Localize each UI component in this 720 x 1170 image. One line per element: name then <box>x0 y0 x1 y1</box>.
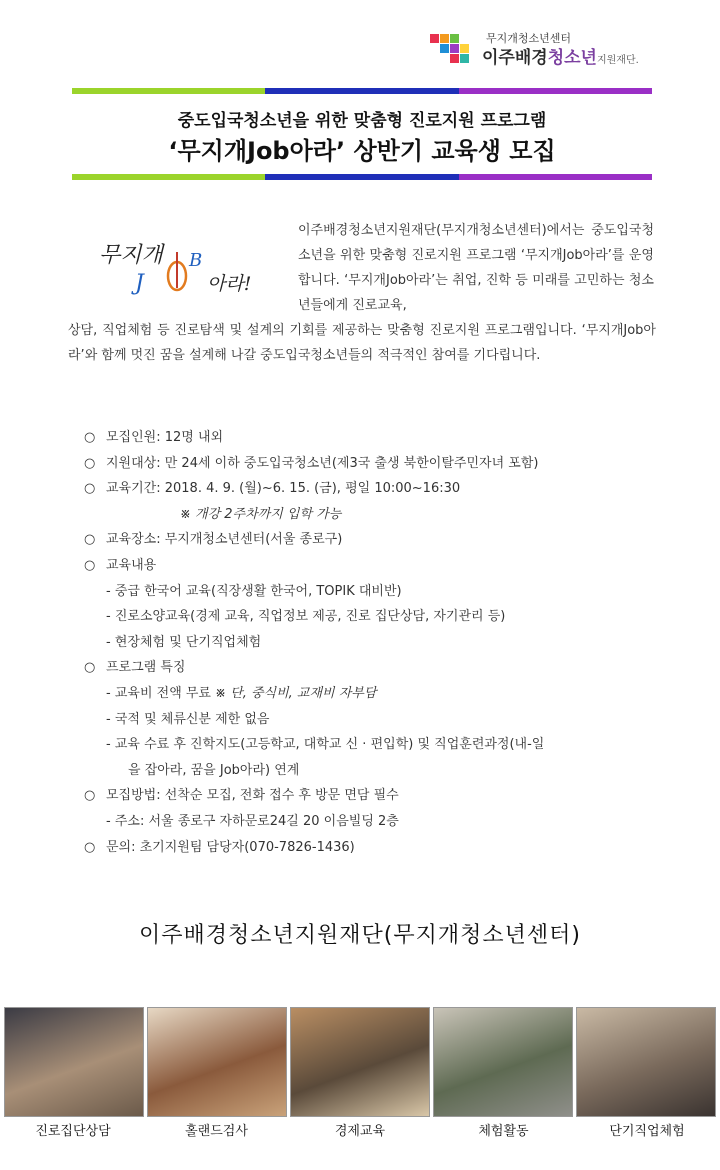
title-top-bar <box>72 88 652 94</box>
detail-contact: ○ 문의: 초기지원팀 담당자(070-7826-1436) <box>84 835 684 861</box>
recruitment-details <box>84 425 684 860</box>
content-item: - 현장체험 및 단기직업체험 <box>106 634 262 650</box>
mosaic-tile <box>450 44 459 53</box>
mosaic-tile <box>450 54 459 63</box>
logo-title-highlight: 청소년 <box>547 48 597 68</box>
bullet-icon: ○ <box>84 532 96 548</box>
activity-photo <box>290 1007 430 1117</box>
content-item: - 진로소양교육(경제 교육, 직업정보 제공, 진로 집단상담, 자기관리 등) <box>106 609 506 625</box>
content-item: - 중급 한국어 교육(직장생활 한국어, TOPIK 대비반) <box>106 583 402 599</box>
detail-content-title: ○ 교육내용 <box>84 553 684 579</box>
photo-caption: 단기직업체험 <box>609 1124 685 1139</box>
job-logo-text-1: 무지개 <box>99 243 163 268</box>
job-ara-logo <box>97 232 275 302</box>
mosaic-logo-icon <box>430 34 474 64</box>
mosaic-tile <box>440 44 449 53</box>
activity-photo <box>576 1007 716 1117</box>
activity-photo <box>4 1007 144 1117</box>
detail-method: ○ 모집방법: 선착순 모집, 전화 접수 후 방문 면담 필수 <box>84 783 684 809</box>
feature-note: ※ 단, 중식비, 교재비 자부담 <box>215 685 377 701</box>
feature-item-continued: 을 잡아라, 꿈을 Job아라) 연계 <box>128 762 300 778</box>
logo-title <box>482 43 639 68</box>
photo-captions <box>4 1120 716 1139</box>
mosaic-tile <box>450 34 459 43</box>
logo-title-suffix: 지원재단. <box>596 55 639 66</box>
detail-period-note: ※ 개강 2주차까지 입학 가능 <box>180 506 342 522</box>
bullet-icon: ○ <box>84 455 96 471</box>
photo-caption: 홀랜드검사 <box>185 1124 248 1139</box>
detail-period: ○ 교육기간: 2018. 4. 9. (월)~6. 15. (금), 평일 10:00~16:30 <box>84 476 684 502</box>
bullet-icon: ○ <box>84 839 96 855</box>
bullet-icon: ○ <box>84 660 96 676</box>
logo-title-part: 이주배경 <box>482 48 548 68</box>
detail-address: - 주소: 서울 종로구 자하문로24길 20 이음빌딩 2층 <box>106 813 399 829</box>
activity-photo <box>433 1007 573 1117</box>
feature-item: - 교육비 전액 무료 ※ 단, 중식비, 교재비 자부담 <box>106 685 377 701</box>
detail-place: ○ 교육장소: 무지개청소년센터(서울 종로구) <box>84 527 684 553</box>
activity-photo <box>147 1007 287 1117</box>
bullet-icon: ○ <box>84 481 96 497</box>
intro-paragraph-top: 이주배경청소년지원재단(무지개청소년센터)에서는 중도입국청소년을 위한 맞춤형 진로지원 프로그램 ‘무지개Job아라’를 운영합니다. ‘무지개Job아라’는 취업, 진학 등 미래를 고민하는 청소년들에게 진로교육, <box>298 223 654 313</box>
bullet-icon: ○ <box>84 788 96 804</box>
mosaic-tile <box>440 34 449 43</box>
detail-feature-title: ○ 프로그램 특징 <box>84 655 684 681</box>
job-logo-text-2: J <box>135 271 144 296</box>
title-bottom-bar <box>72 174 652 180</box>
photo-caption: 체험활동 <box>478 1124 529 1139</box>
program-subtitle: 중도입국청소년을 위한 맞춤형 진로지원 프로그램 <box>177 111 547 131</box>
job-logo-text-4: 아라! <box>207 273 252 295</box>
mosaic-tile <box>460 54 469 63</box>
job-logo-text-3: B <box>189 250 203 271</box>
feature-item: - 교육 수료 후 진학지도(고등학교, 대학교 신 · 편입학) 및 직업훈련과정(내-일 <box>106 737 545 753</box>
bullet-icon: ○ <box>84 557 96 573</box>
mosaic-tile <box>460 44 469 53</box>
detail-target: ○ 지원대상: 만 24세 이하 중도입국청소년(제3국 출생 북한이탈주민자녀 포함) <box>84 451 684 477</box>
detail-recruit: ○ 모집인원: 12명 내외 <box>84 425 684 451</box>
photo-strip <box>4 1007 716 1117</box>
photo-caption: 진로집단상담 <box>35 1124 111 1139</box>
feature-item: - 국적 및 체류신분 제한 없음 <box>106 711 270 727</box>
bullet-icon: ○ <box>84 430 96 445</box>
photo-caption: 경제교육 <box>334 1124 386 1139</box>
organization-name: 이주배경청소년지원재단(무지개청소년센터) <box>139 923 581 948</box>
logo-subtitle: 무지개청소년센터 <box>486 32 572 45</box>
page-title: ‘무지개Job아라’ 상반기 교육생 모집 <box>168 137 556 165</box>
mosaic-tile <box>430 34 439 43</box>
foundation-logo <box>430 30 690 70</box>
intro-paragraph-bottom: 상담, 직업체험 등 진로탐색 및 설계의 기회를 제공하는 맞춤형 진로지원 프로그램입니다. ‘무지개Job아라’와 함께 멋진 꿈을 설계해 나갈 중도입국청소년들의 적극적인 참여를 기다립니다. <box>68 323 656 363</box>
